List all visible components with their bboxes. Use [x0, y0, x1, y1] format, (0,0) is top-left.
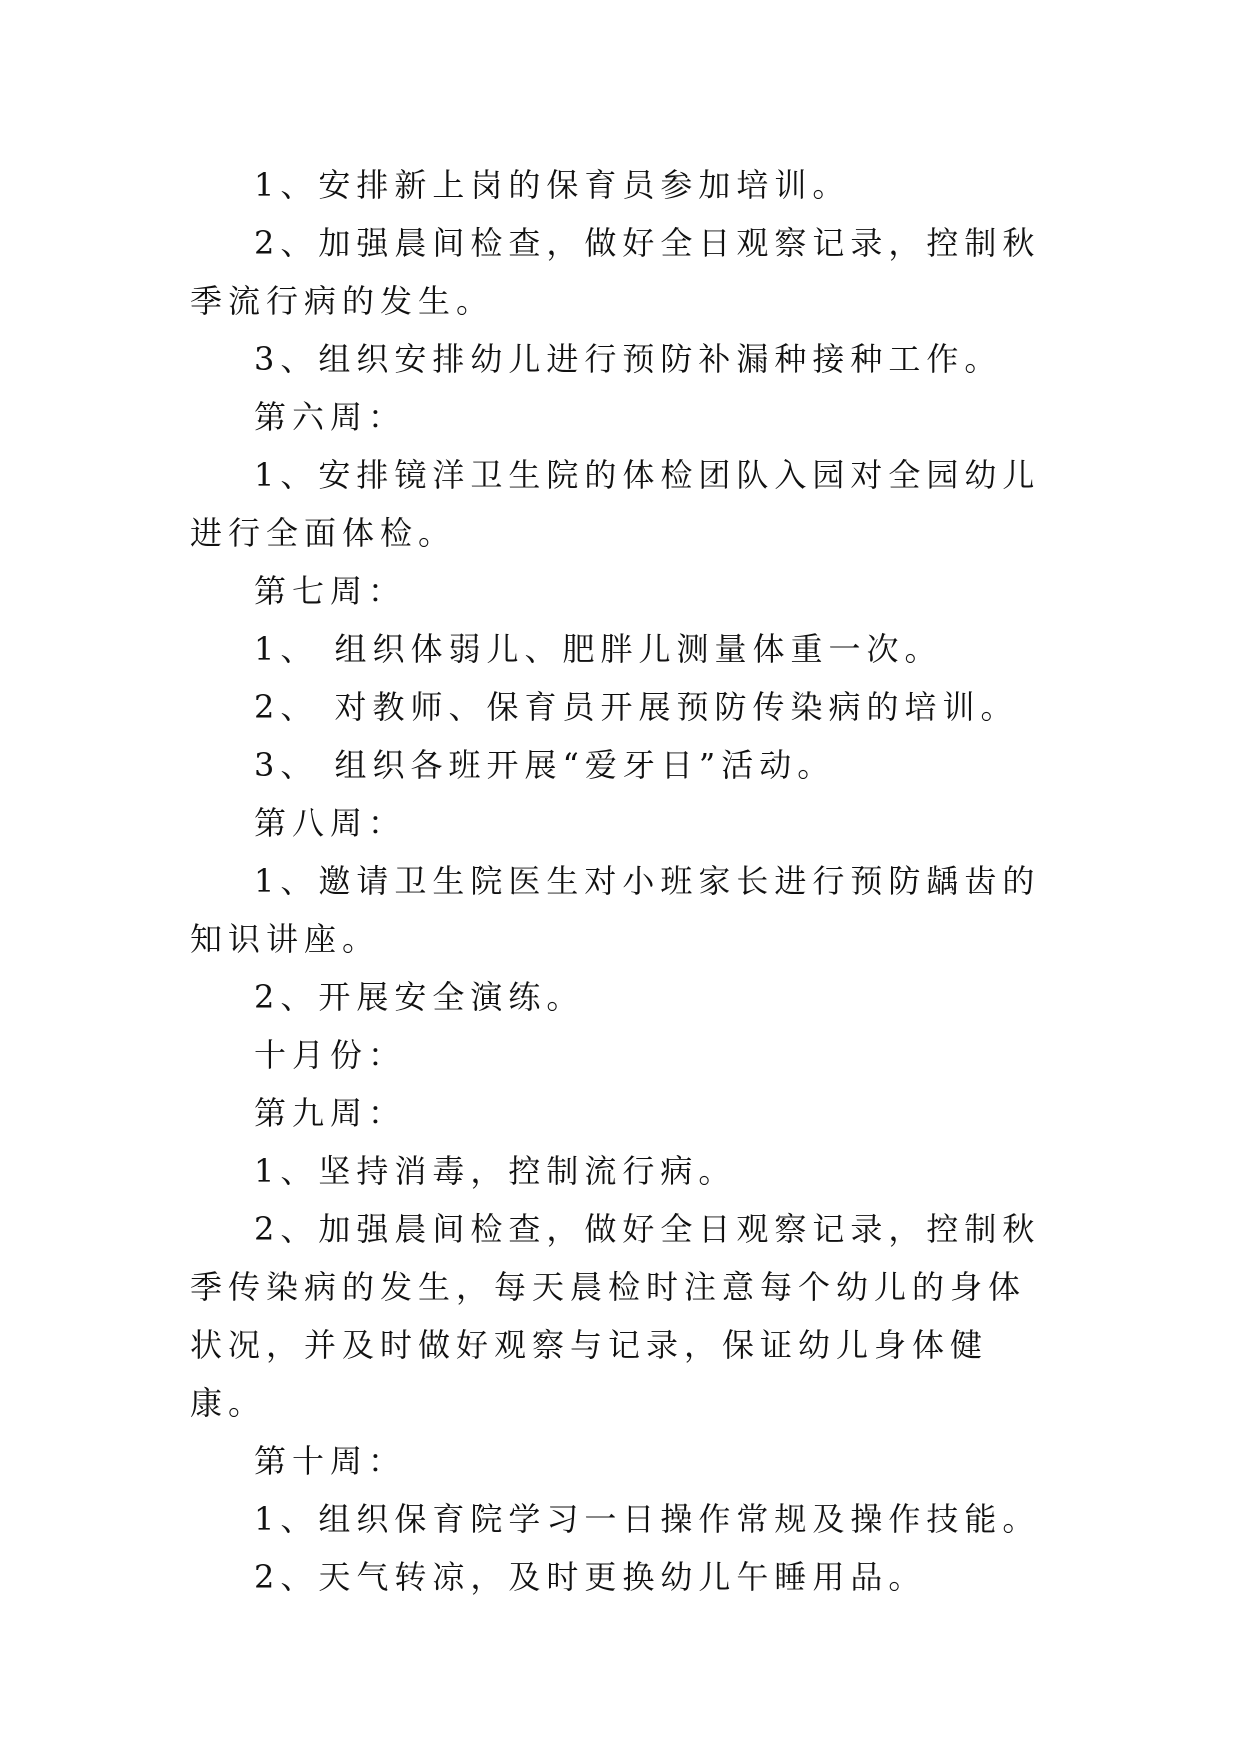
- paragraph: 1、 组织体弱儿、肥胖儿测量体重一次。: [254, 630, 943, 668]
- paragraph: 1、安排镜洋卫生院的体检团队入园对全园幼儿进行全面体检。: [190, 456, 1041, 552]
- paragraph: 1、邀请卫生院医生对小班家长进行预防龋齿的知识讲座。: [190, 862, 1041, 958]
- paragraph: 2、开展安全演练。: [254, 978, 585, 1016]
- paragraph: 2、加强晨间检查，做好全日观察记录，控制秋季传染病的发生，每天晨检时注意每个幼儿的身体状况，并及时做好观察与记录，保证幼儿身体健康。: [190, 1210, 1041, 1422]
- section-heading: 第六周：: [254, 398, 407, 436]
- paragraph: 1、坚持消毒，控制流行病。: [254, 1152, 737, 1190]
- paragraph: 1、安排新上岗的保育员参加培训。: [254, 166, 851, 204]
- section-heading: 第十周：: [254, 1442, 407, 1480]
- section-heading: 第八周：: [254, 804, 407, 842]
- paragraph: 3、 组织各班开展“爱牙日”活动。: [254, 746, 836, 784]
- document-body: [190, 156, 1060, 1606]
- paragraph: 3、组织安排幼儿进行预防补漏种接种工作。: [254, 340, 1003, 378]
- paragraph: 2、加强晨间检查，做好全日观察记录，控制秋季流行病的发生。: [190, 224, 1041, 320]
- section-heading: 第七周：: [254, 572, 407, 610]
- paragraph: 2、天气转凉，及时更换幼儿午睡用品。: [254, 1558, 927, 1596]
- paragraph: 2、 对教师、保育员开展预防传染病的培训。: [254, 688, 1019, 726]
- section-heading: 第九周：: [254, 1094, 407, 1132]
- paragraph: 1、组织保育院学习一日操作常规及操作技能。: [254, 1500, 1041, 1538]
- month-heading: 十月份：: [254, 1036, 407, 1074]
